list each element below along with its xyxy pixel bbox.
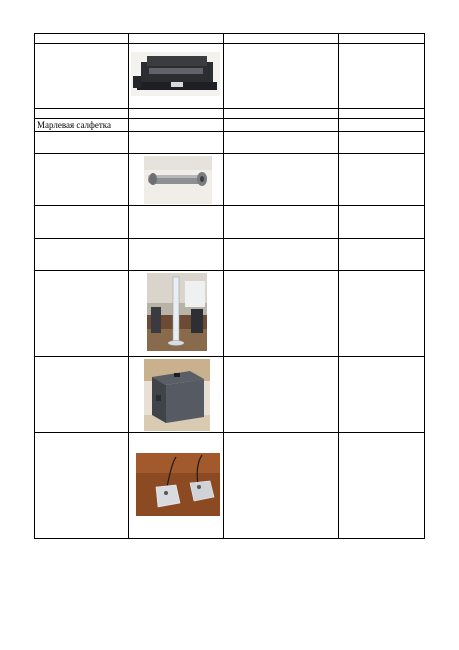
- table-cell: [224, 206, 339, 239]
- table-cell: [224, 154, 339, 206]
- table-row: [35, 433, 425, 539]
- table-cell: [224, 271, 339, 357]
- table-cell: [339, 357, 425, 433]
- table-row: [35, 357, 425, 433]
- table-cell: [128, 119, 224, 132]
- table-cell: [35, 357, 129, 433]
- table-cell: [35, 34, 129, 44]
- table-cell: [128, 34, 224, 44]
- table-cell: [224, 239, 339, 271]
- table-row: [35, 271, 425, 357]
- table-cell: [224, 132, 339, 154]
- printer-photo: [131, 52, 220, 96]
- roller-photo: [144, 156, 212, 204]
- table-cell: [339, 206, 425, 239]
- table-cell: [339, 271, 425, 357]
- table-cell: [35, 44, 129, 109]
- table-cell: [224, 119, 339, 132]
- table-cell-image: [128, 271, 224, 357]
- table-cell: [339, 132, 425, 154]
- table-cell: [128, 206, 224, 239]
- table-cell: [35, 239, 129, 271]
- table-cell: [128, 239, 224, 271]
- table-cell: [35, 154, 129, 206]
- table-cell: [128, 132, 224, 154]
- table-cell: [35, 132, 129, 154]
- measuring-cylinder-photo: [147, 273, 207, 351]
- table-row: [35, 239, 425, 271]
- table-cell-image: [128, 44, 224, 109]
- table-cell-image: [128, 357, 224, 433]
- table-cell-image: [128, 154, 224, 206]
- table-cell: [339, 239, 425, 271]
- table-row: [35, 109, 425, 119]
- table-cell: [128, 109, 224, 119]
- table-cell: [339, 44, 425, 109]
- table-cell: [224, 357, 339, 433]
- table-cell: [224, 433, 339, 539]
- table-cell: [339, 119, 425, 132]
- table-cell: [339, 34, 425, 44]
- table-row: [35, 154, 425, 206]
- table-cell: [35, 206, 129, 239]
- table-cell: [35, 109, 129, 119]
- gray-box-device-photo: [144, 359, 210, 431]
- table-cell: [224, 34, 339, 44]
- equipment-table: [34, 33, 425, 539]
- table-cell: [224, 44, 339, 109]
- table-cell: [35, 271, 129, 357]
- table-row: [35, 119, 425, 132]
- table-cell: [339, 154, 425, 206]
- table-cell-image: [128, 433, 224, 539]
- table-cell: [35, 119, 129, 132]
- table-row: [35, 206, 425, 239]
- table-cell: [224, 109, 339, 119]
- table-row: [35, 44, 425, 109]
- table-row: [35, 34, 425, 44]
- table-cell: [339, 433, 425, 539]
- table-cell: [35, 433, 129, 539]
- electrode-plates-photo: [136, 453, 220, 516]
- gauze-label: Марлевая салфетка: [37, 120, 112, 130]
- table-cell: [339, 109, 425, 119]
- table-row: [35, 132, 425, 154]
